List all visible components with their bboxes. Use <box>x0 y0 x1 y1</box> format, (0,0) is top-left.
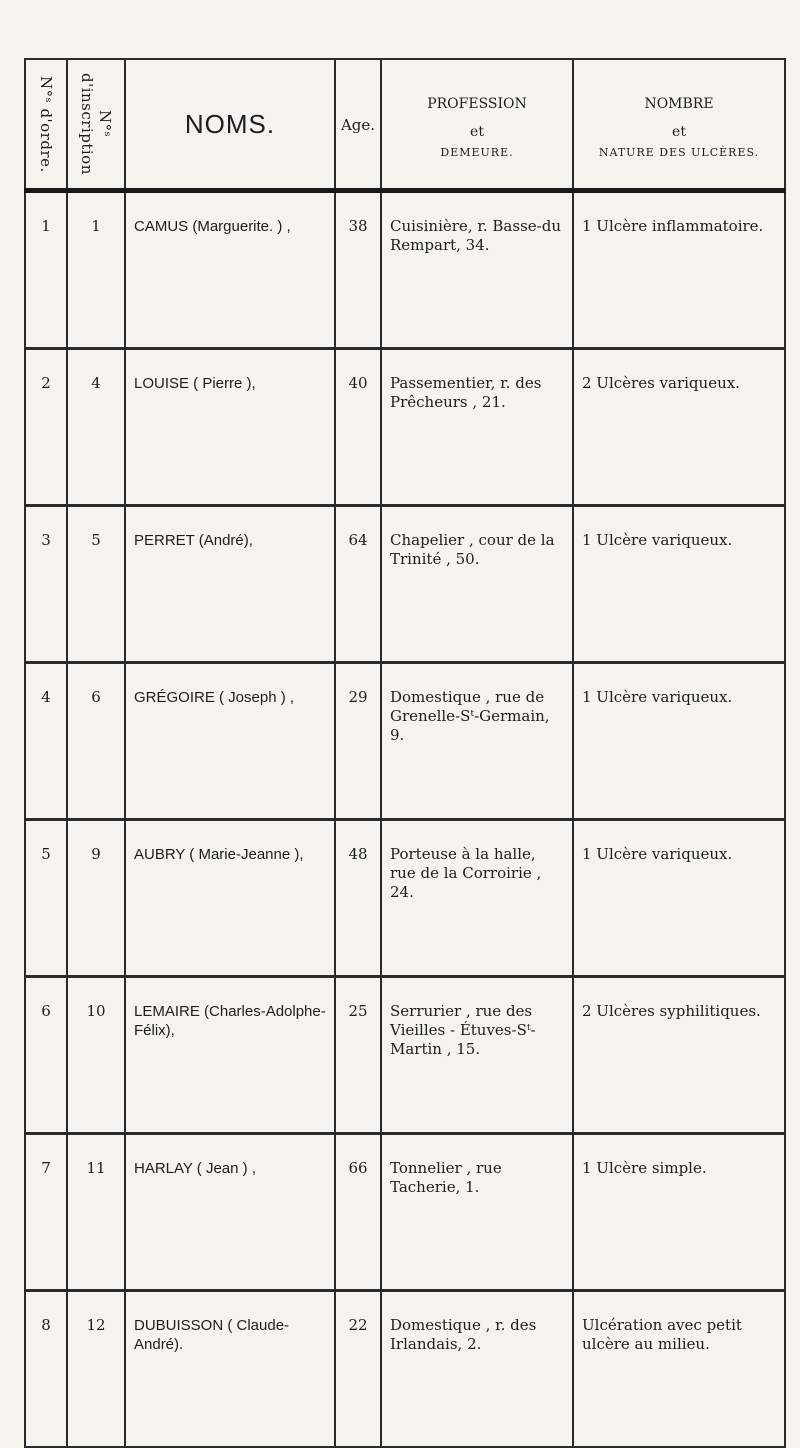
cell-profession: Domestique , r. des Irlandais, 2. <box>381 1291 573 1448</box>
cell-inscription: 1 <box>67 191 125 349</box>
cell-inscription: 5 <box>67 506 125 663</box>
table-row <box>25 820 785 977</box>
header-age: Age. <box>335 59 381 191</box>
cell-nature: 1 Ulcère variqueux. <box>573 663 785 820</box>
header-profession: PROFESSION et DEMEURE. <box>381 59 573 191</box>
cell-ordre: 6 <box>25 977 67 1134</box>
cell-nom: AUBRY ( Marie-Jeanne ), <box>125 820 335 977</box>
cell-inscription: 9 <box>67 820 125 977</box>
cell-nom: DUBUISSON ( Claude-André). <box>125 1291 335 1448</box>
table-row <box>25 191 785 349</box>
cell-inscription: 10 <box>67 977 125 1134</box>
cell-age: 64 <box>335 506 381 663</box>
cell-ordre: 7 <box>25 1134 67 1291</box>
cell-profession: Domestique , rue de Grenelle-Sᵗ-Germain, 9. <box>381 663 573 820</box>
cell-nom: LOUISE ( Pierre ), <box>125 349 335 506</box>
cell-ordre: 4 <box>25 663 67 820</box>
cell-nature: 2 Ulcères syphilitiques. <box>573 977 785 1134</box>
table-row <box>25 506 785 663</box>
cell-inscription: 6 <box>67 663 125 820</box>
register-sheet <box>24 58 784 1353</box>
cell-profession: Passementier, r. des Prêcheurs , 21. <box>381 349 573 506</box>
header-inscription: N°ˢ d'inscription <box>67 59 125 191</box>
header-nombre-nature: NOMBRE et NATURE DES ULCÈRES. <box>573 59 785 191</box>
cell-ordre: 1 <box>25 191 67 349</box>
cell-profession: Tonnelier , rue Tacherie, 1. <box>381 1134 573 1291</box>
cell-inscription: 4 <box>67 349 125 506</box>
cell-ordre: 2 <box>25 349 67 506</box>
cell-nom: HARLAY ( Jean ) , <box>125 1134 335 1291</box>
cell-nom: CAMUS (Marguerite. ) , <box>125 191 335 349</box>
cell-profession: Cuisinière, r. Basse-du Rempart, 34. <box>381 191 573 349</box>
table-row <box>25 1134 785 1291</box>
table-row <box>25 663 785 820</box>
cell-age: 38 <box>335 191 381 349</box>
cell-nature: 1 Ulcère variqueux. <box>573 820 785 977</box>
cell-age: 48 <box>335 820 381 977</box>
cell-nature: 1 Ulcère variqueux. <box>573 506 785 663</box>
cell-ordre: 3 <box>25 506 67 663</box>
cell-nature: 1 Ulcère simple. <box>573 1134 785 1291</box>
cell-ordre: 5 <box>25 820 67 977</box>
table-row <box>25 977 785 1134</box>
cell-nature: Ulcération avec petit ulcère au milieu. <box>573 1291 785 1448</box>
cell-nom: GRÉGOIRE ( Joseph ) , <box>125 663 335 820</box>
patient-register-table <box>24 58 786 1448</box>
cell-nature: 2 Ulcères variqueux. <box>573 349 785 506</box>
cell-inscription: 12 <box>67 1291 125 1448</box>
cell-profession: Porteuse à la halle, rue de la Corroirie , 24. <box>381 820 573 977</box>
cell-profession: Chapelier , cour de la Trinité , 50. <box>381 506 573 663</box>
table-row <box>25 349 785 506</box>
cell-profession: Serrurier , rue des Vieilles - Étuves-Sᵗ-Martin , 15. <box>381 977 573 1134</box>
cell-age: 22 <box>335 1291 381 1448</box>
cell-age: 66 <box>335 1134 381 1291</box>
header-ordre: N°ˢ d'ordre. <box>25 59 67 191</box>
table-row <box>25 1291 785 1448</box>
cell-age: 40 <box>335 349 381 506</box>
cell-age: 29 <box>335 663 381 820</box>
cell-nom: LEMAIRE (Charles-Adolphe-Félix), <box>125 977 335 1134</box>
cell-inscription: 11 <box>67 1134 125 1291</box>
header-noms: NOMS. <box>125 59 335 191</box>
cell-nom: PERRET (André), <box>125 506 335 663</box>
header-row <box>25 59 785 191</box>
cell-age: 25 <box>335 977 381 1134</box>
cell-ordre: 8 <box>25 1291 67 1448</box>
cell-nature: 1 Ulcère inflammatoire. <box>573 191 785 349</box>
